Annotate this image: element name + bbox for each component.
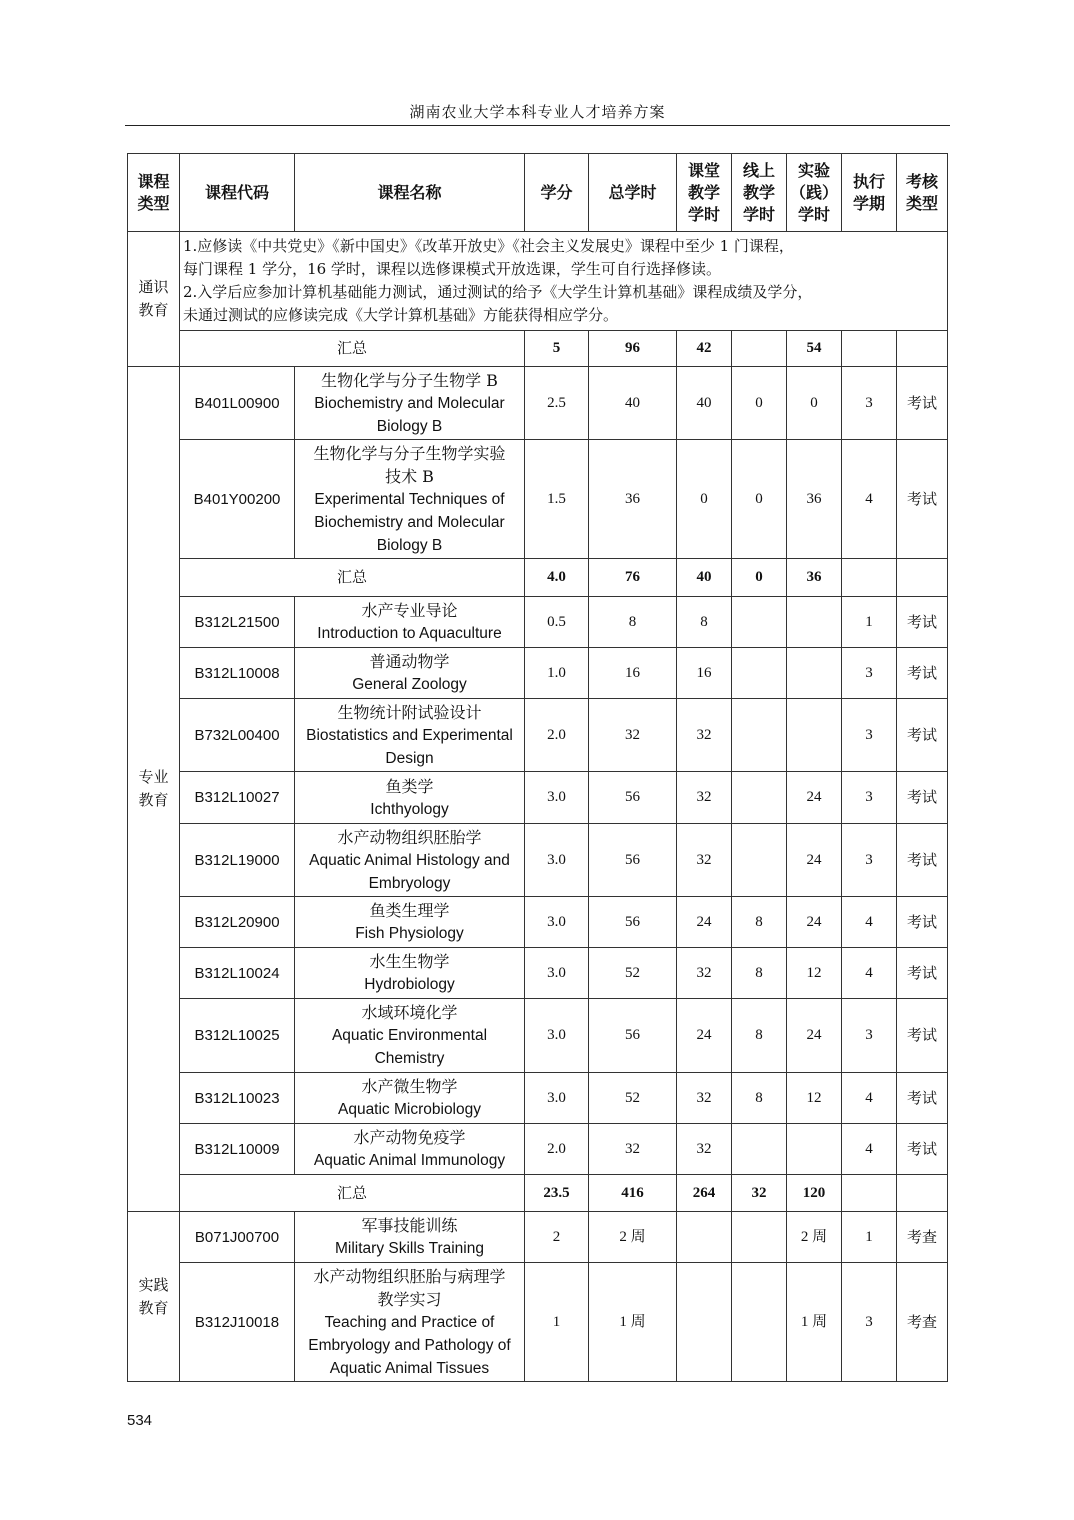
curriculum-table — [127, 153, 948, 1382]
course-name-en: Biostatistics and Experimental — [306, 726, 513, 744]
summary-hours: 416 — [589, 1175, 677, 1212]
header-online: 线上 教学 学时 — [732, 154, 787, 232]
summary-hours: 96 — [589, 331, 677, 367]
cell-credit: 1.0 — [525, 648, 589, 699]
cell-term: 3 — [842, 999, 897, 1073]
cell-lab: 12 — [787, 1073, 842, 1124]
summary-hours: 76 — [589, 559, 677, 597]
category-cell: 通识 教育 — [128, 232, 180, 367]
cell-online — [732, 699, 787, 772]
cell-credit: 2.0 — [525, 699, 589, 772]
cell-lab: 24 — [787, 824, 842, 897]
summary-term — [842, 331, 897, 367]
cell-credit: 0.5 — [525, 597, 589, 648]
note-line: 未通过测试的应修读完成《大学计算机基础》方能获得相应学分。 — [183, 306, 619, 324]
course-code: B312J10018 — [180, 1263, 295, 1382]
cell-online: 8 — [732, 1073, 787, 1124]
course-name-cn: 水产动物免疫学 — [353, 1128, 466, 1147]
course-name-cn: 生物化学与分子生物学实验 — [313, 443, 506, 463]
course-code: B312L19000 — [180, 824, 295, 897]
cell-hours: 52 — [589, 948, 677, 999]
cell-class: 40 — [677, 367, 732, 440]
cell-online: 8 — [732, 999, 787, 1073]
summary-credit: 5 — [525, 331, 589, 367]
cell-hours: 56 — [589, 897, 677, 948]
cell-class: 8 — [677, 597, 732, 648]
cell-hours: 56 — [589, 772, 677, 824]
cell-hours: 56 — [589, 999, 677, 1073]
course-name-cn: 水产动物组织胚胎与病理学 — [313, 1266, 506, 1286]
cell-term: 4 — [842, 897, 897, 948]
course-name — [295, 824, 525, 897]
table-row — [128, 440, 948, 559]
cell-online — [732, 824, 787, 897]
cell-lab: 24 — [787, 999, 842, 1073]
course-name-cn: 技术 B — [385, 466, 434, 486]
cell-exam: 考查 — [897, 1212, 948, 1263]
cell-credit: 1.5 — [525, 440, 589, 559]
cell-term: 4 — [842, 1124, 897, 1175]
summary-term — [842, 559, 897, 597]
course-name-en: Embryology and Pathology of — [308, 1336, 511, 1354]
summary-label: 汇总 — [180, 331, 525, 367]
summary-lab: 36 — [787, 559, 842, 597]
category-cell: 专业 教育 — [128, 367, 180, 1212]
course-name-en: Aquatic Animal Histology and — [309, 851, 510, 869]
cell-term: 3 — [842, 699, 897, 772]
cell-hours: 8 — [589, 597, 677, 648]
course-name-en: Aquatic Animal Immunology — [313, 1152, 506, 1169]
summary-row — [128, 559, 948, 597]
cell-class: 0 — [677, 440, 732, 559]
cell-credit: 3.0 — [525, 1073, 589, 1124]
table-row — [128, 1073, 948, 1124]
summary-lab: 120 — [787, 1175, 842, 1212]
cell-class — [677, 1212, 732, 1263]
summary-row — [128, 1175, 948, 1212]
course-name-en: Chemistry — [374, 1050, 445, 1067]
cell-online — [732, 772, 787, 824]
cell-exam: 考试 — [897, 699, 948, 772]
course-code: B732L00400 — [180, 699, 295, 772]
course-name-en: Biochemistry and Molecular — [314, 394, 505, 412]
course-name-cn: 军事技能训练 — [361, 1216, 458, 1235]
cell-hours: 2 周 — [589, 1212, 677, 1263]
cell-exam: 考试 — [897, 597, 948, 648]
cell-lab: 24 — [787, 897, 842, 948]
course-name-cn: 水产微生物学 — [361, 1077, 458, 1096]
course-name — [295, 772, 525, 824]
cell-credit: 3.0 — [525, 999, 589, 1073]
cell-term: 3 — [842, 1263, 897, 1382]
cell-lab — [787, 648, 842, 699]
summary-lab: 54 — [787, 331, 842, 367]
header-class: 课堂 教学 学时 — [677, 154, 732, 232]
course-name-cn: 水产专业导论 — [361, 601, 458, 620]
course-code: B401Y00200 — [180, 440, 295, 559]
cell-lab: 0 — [787, 367, 842, 440]
cell-class: 24 — [677, 999, 732, 1073]
cell-online — [732, 1263, 787, 1382]
cell-credit: 2.5 — [525, 367, 589, 440]
header-hours: 总学时 — [589, 154, 677, 232]
course-name-en: Embryology — [368, 874, 451, 892]
course-name — [295, 1212, 525, 1263]
cell-lab: 2 周 — [787, 1212, 842, 1263]
table-row — [128, 1124, 948, 1175]
summary-exam — [897, 331, 948, 367]
cell-lab: 24 — [787, 772, 842, 824]
cell-class — [677, 1263, 732, 1382]
cell-exam: 考试 — [897, 648, 948, 699]
cell-online — [732, 1124, 787, 1175]
cell-credit: 2 — [525, 1212, 589, 1263]
table-row — [128, 824, 948, 897]
table-row — [128, 597, 948, 648]
summary-label: 汇总 — [180, 1175, 525, 1212]
course-code: B312L10023 — [180, 1073, 295, 1124]
cell-term: 4 — [842, 948, 897, 999]
course-code: B071J00700 — [180, 1212, 295, 1263]
course-name-en: Aquatic Microbiology — [337, 1101, 481, 1118]
course-name — [295, 699, 525, 772]
cell-class: 16 — [677, 648, 732, 699]
cell-hours: 32 — [589, 1124, 677, 1175]
cell-hours: 40 — [589, 367, 677, 440]
cell-class: 24 — [677, 897, 732, 948]
table-row — [128, 772, 948, 824]
course-name-en: Design — [385, 749, 434, 767]
course-name — [295, 999, 525, 1073]
summary-online: 0 — [732, 559, 787, 597]
header-lab: 实验 （践） 学时 — [787, 154, 842, 232]
table-row — [128, 1263, 948, 1382]
header-credit: 学分 — [525, 154, 589, 232]
table-row — [128, 699, 948, 772]
course-name-cn: 水产动物组织胚胎学 — [337, 827, 482, 847]
header-type: 课程 类型 — [128, 154, 180, 232]
header-name: 课程名称 — [295, 154, 525, 232]
course-name-cn: 鱼类生理学 — [369, 901, 450, 920]
general-note — [180, 232, 948, 331]
cell-term: 1 — [842, 1212, 897, 1263]
cell-lab — [787, 1124, 842, 1175]
header-term: 执行 学期 — [842, 154, 897, 232]
cell-class: 32 — [677, 1124, 732, 1175]
note-line: 每门课程 1 学分，16 学时，课程以选修课模式开放选课，学生可自行选择修读。 — [183, 260, 721, 278]
cell-term: 1 — [842, 597, 897, 648]
course-name-en: Teaching and Practice of — [324, 1313, 495, 1331]
cell-hours: 1 周 — [589, 1263, 677, 1382]
cell-term: 3 — [842, 367, 897, 440]
note-line: 2.入学后应参加计算机基础能力测试，通过测试的给予《大学生计算机基础》课程成绩及学分， — [183, 283, 813, 301]
cell-exam: 考试 — [897, 999, 948, 1073]
table-row — [128, 1212, 948, 1263]
course-name-cn: 鱼类学 — [385, 776, 434, 796]
course-code: B312L10025 — [180, 999, 295, 1073]
cell-exam: 考查 — [897, 1263, 948, 1382]
summary-label: 汇总 — [180, 559, 525, 597]
header-rule — [125, 125, 950, 126]
summary-term — [842, 1175, 897, 1212]
course-code: B401L00900 — [180, 367, 295, 440]
cell-class: 32 — [677, 699, 732, 772]
course-name-en: Ichthyology — [370, 800, 449, 818]
cell-hours: 16 — [589, 648, 677, 699]
table-row — [128, 897, 948, 948]
course-name-cn: 教学实习 — [377, 1289, 442, 1309]
cell-lab: 36 — [787, 440, 842, 559]
course-name — [295, 440, 525, 559]
general-note-row — [128, 232, 948, 331]
cell-credit: 2.0 — [525, 1124, 589, 1175]
table-row — [128, 948, 948, 999]
course-name-en: Military Skills Training — [334, 1240, 484, 1257]
cell-online — [732, 648, 787, 699]
summary-class: 40 — [677, 559, 732, 597]
course-name-cn: 生物化学与分子生物学 B — [321, 370, 498, 390]
cell-exam: 考试 — [897, 824, 948, 897]
cell-online: 8 — [732, 897, 787, 948]
course-name-en: Hydrobiology — [364, 976, 455, 993]
document-header: 湖南农业大学本科专业人才培养方案 — [409, 103, 666, 121]
cell-lab: 1 周 — [787, 1263, 842, 1382]
cell-lab — [787, 699, 842, 772]
cell-online: 0 — [732, 367, 787, 440]
course-name — [295, 897, 525, 948]
cell-online — [732, 597, 787, 648]
course-name-en: Fish Physiology — [355, 925, 464, 942]
summary-online — [732, 331, 787, 367]
table-row — [128, 648, 948, 699]
cell-exam: 考试 — [897, 948, 948, 999]
header-exam: 考核 类型 — [897, 154, 948, 232]
cell-hours: 36 — [589, 440, 677, 559]
summary-exam — [897, 559, 948, 597]
course-code: B312L10009 — [180, 1124, 295, 1175]
course-name-en: Introduction to Aquaculture — [317, 625, 502, 642]
cell-exam: 考试 — [897, 772, 948, 824]
cell-online: 0 — [732, 440, 787, 559]
cell-exam: 考试 — [897, 1073, 948, 1124]
course-name-en: General Zoology — [352, 676, 467, 693]
cell-class: 32 — [677, 824, 732, 897]
cell-lab: 12 — [787, 948, 842, 999]
cell-exam: 考试 — [897, 897, 948, 948]
cell-term: 3 — [842, 824, 897, 897]
table-row — [128, 367, 948, 440]
summary-exam — [897, 1175, 948, 1212]
cell-hours: 52 — [589, 1073, 677, 1124]
cell-exam: 考试 — [897, 1124, 948, 1175]
course-code: B312L10024 — [180, 948, 295, 999]
course-name-cn: 普通动物学 — [369, 652, 450, 671]
cell-term: 3 — [842, 648, 897, 699]
course-code: B312L20900 — [180, 897, 295, 948]
course-code: B312L21500 — [180, 597, 295, 648]
cell-term: 3 — [842, 772, 897, 824]
course-name-cn: 水域环境化学 — [361, 1003, 458, 1022]
cell-term: 4 — [842, 1073, 897, 1124]
cell-hours: 32 — [589, 699, 677, 772]
course-name-cn: 生物统计附试验设计 — [337, 702, 482, 722]
cell-credit: 1 — [525, 1263, 589, 1382]
category-cell: 实践 教育 — [128, 1212, 180, 1382]
cell-credit: 3.0 — [525, 824, 589, 897]
course-code: B312L10027 — [180, 772, 295, 824]
cell-hours: 56 — [589, 824, 677, 897]
course-name-en: Aquatic Animal Tissues — [329, 1359, 490, 1377]
course-name-en: Biochemistry and Molecular — [314, 513, 505, 531]
note-line: 1.应修读《中共党史》《新中国史》《改革开放史》《社会主义发展史》课程中至少 1 门课程， — [183, 237, 794, 255]
cell-exam: 考试 — [897, 367, 948, 440]
cell-exam: 考试 — [897, 440, 948, 559]
course-name — [295, 367, 525, 440]
summary-class: 42 — [677, 331, 732, 367]
course-name — [295, 1263, 525, 1382]
table-row — [128, 999, 948, 1073]
summary-online: 32 — [732, 1175, 787, 1212]
cell-credit: 3.0 — [525, 948, 589, 999]
course-name — [295, 648, 525, 699]
cell-class: 32 — [677, 772, 732, 824]
header-code: 课程代码 — [180, 154, 295, 232]
summary-class: 264 — [677, 1175, 732, 1212]
table-header-row — [128, 154, 948, 232]
summary-credit: 23.5 — [525, 1175, 589, 1212]
course-name — [295, 1124, 525, 1175]
cell-term: 4 — [842, 440, 897, 559]
cell-online — [732, 1212, 787, 1263]
cell-credit: 3.0 — [525, 897, 589, 948]
course-name — [295, 597, 525, 648]
cell-class: 32 — [677, 948, 732, 999]
cell-class: 32 — [677, 1073, 732, 1124]
course-name-en: Biology B — [376, 536, 443, 554]
course-name-en: Experimental Techniques of — [314, 490, 505, 508]
course-name-en: Aquatic Environmental — [331, 1027, 488, 1044]
course-name-cn: 水生生物学 — [369, 952, 450, 971]
course-name — [295, 948, 525, 999]
course-name — [295, 1073, 525, 1124]
summary-credit: 4.0 — [525, 559, 589, 597]
cell-lab — [787, 597, 842, 648]
page-number: 534 — [127, 1412, 153, 1429]
cell-credit: 3.0 — [525, 772, 589, 824]
cell-online: 8 — [732, 948, 787, 999]
summary-row — [128, 331, 948, 367]
course-name-en: Biology B — [376, 417, 443, 435]
course-code: B312L10008 — [180, 648, 295, 699]
